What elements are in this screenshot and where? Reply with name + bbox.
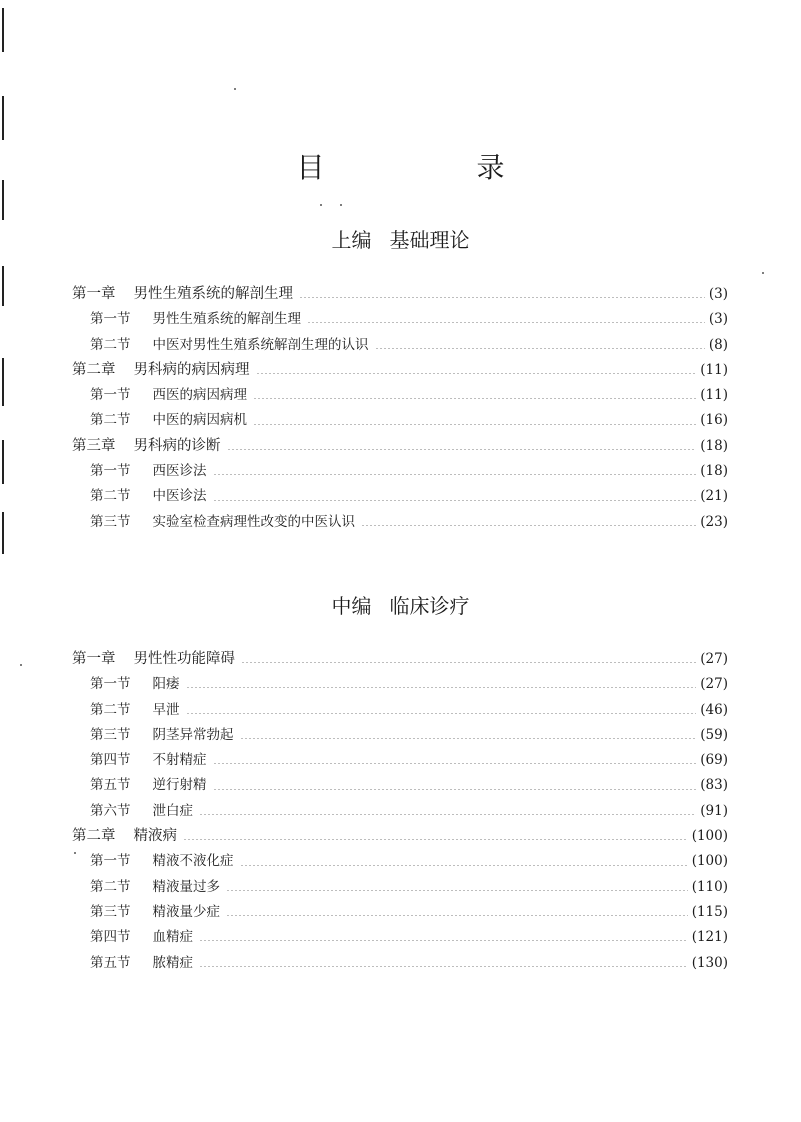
page-title: 目 录 [296, 151, 567, 184]
dot-leader [213, 789, 697, 790]
dot-leader [199, 940, 688, 941]
entry-number: 第四节 [90, 929, 131, 946]
entry-number: 第三章 [72, 437, 116, 454]
entry-number: 第四节 [90, 752, 131, 769]
scan-edge-mark [2, 8, 4, 52]
toc-list-upper [72, 282, 728, 535]
toc-section-row [72, 459, 728, 484]
entry-title: 精液量少症 [152, 903, 220, 920]
entry-title: 中医对男性生殖系统解剖生理的认识 [152, 336, 369, 353]
entry-page-number: (59) [700, 726, 728, 743]
entry-number: 第二节 [90, 701, 131, 718]
entry-number: 第二章 [72, 361, 116, 378]
entry-page-number: (27) [700, 676, 728, 693]
entry-number: 第一章 [72, 286, 116, 302]
entry-title: 精液量过多 [152, 878, 220, 895]
scan-edge-mark [2, 180, 4, 220]
entry-title: 精液不液化症 [152, 853, 234, 870]
entry-number: 第二节 [90, 412, 131, 429]
entry-number: 第二节 [90, 336, 131, 353]
scan-speck [762, 272, 764, 274]
toc-chapter-row [72, 647, 728, 672]
dot-leader [213, 763, 697, 764]
entry-title: 实验室检查病理性改变的中医认识 [152, 513, 355, 530]
scan-speck [320, 204, 322, 206]
dot-leader [361, 525, 696, 526]
entry-title: 不射精症 [152, 752, 207, 769]
toc-list-middle [72, 647, 728, 976]
toc-section-row [72, 951, 728, 976]
toc-section-row [72, 849, 728, 874]
entry-page-number: (16) [700, 412, 728, 429]
entry-title: 泄白症 [152, 802, 193, 819]
dot-leader [256, 373, 697, 374]
entry-page-number: (11) [700, 361, 728, 378]
entry-title: 西医诊法 [152, 463, 207, 480]
toc-section-row [72, 773, 728, 798]
toc-section-row [72, 698, 728, 723]
dot-leader [186, 713, 697, 714]
dot-leader [253, 398, 696, 399]
entry-page-number: (11) [700, 387, 728, 404]
entry-title: 中医的病因病机 [152, 412, 247, 429]
entry-page-number: (83) [700, 777, 728, 794]
toc-chapter-row [72, 358, 728, 383]
entry-number: 第一节 [90, 387, 131, 404]
dot-leader [213, 500, 697, 501]
entry-page-number: (27) [700, 651, 728, 667]
scan-edge-mark [2, 266, 4, 306]
dot-leader [226, 915, 688, 916]
scan-speck [234, 88, 236, 90]
scan-speck [20, 664, 22, 666]
part-title-middle [0, 590, 801, 619]
entry-title: 阳痿 [152, 676, 180, 693]
entry-title: 男科病的病因病理 [133, 361, 250, 378]
entry-title: 脓精症 [152, 954, 193, 971]
entry-page-number: (21) [700, 488, 728, 505]
toc-section-row [72, 925, 728, 950]
entry-page-number: (100) [691, 828, 728, 845]
scan-speck [340, 204, 342, 206]
entry-title: 阴茎异常勃起 [152, 726, 234, 743]
toc-section-row [72, 799, 728, 824]
entry-page-number: (18) [700, 437, 728, 454]
dot-leader [226, 890, 688, 891]
part-title-upper [0, 224, 801, 253]
toc-section-row [72, 723, 728, 748]
entry-title: 逆行射精 [152, 777, 207, 794]
entry-title: 早泄 [152, 701, 180, 718]
dot-leader [299, 297, 705, 298]
entry-page-number: (121) [691, 929, 728, 946]
toc-section-row [72, 484, 728, 509]
dot-leader [186, 687, 697, 688]
entry-page-number: (3) [708, 286, 728, 302]
entry-title: 男性性功能障碍 [133, 651, 235, 667]
scan-edge-mark [2, 96, 4, 140]
entry-page-number: (130) [691, 954, 728, 971]
entry-page-number: (100) [691, 853, 728, 870]
entry-number: 第二章 [72, 828, 116, 845]
toc-section-row [72, 408, 728, 433]
entry-number: 第五节 [90, 954, 131, 971]
dot-leader [183, 839, 688, 840]
entry-number: 第一节 [90, 463, 131, 480]
dot-leader [307, 322, 705, 323]
entry-title: 男性生殖系统的解剖生理 [133, 286, 293, 302]
dot-leader [199, 814, 696, 815]
part-label: 上编 [331, 228, 372, 252]
entry-title: 血精症 [152, 929, 193, 946]
entry-number: 第三节 [90, 726, 131, 743]
toc-chapter-row [72, 434, 728, 459]
entry-page-number: (8) [708, 336, 728, 353]
entry-page-number: (91) [700, 802, 728, 819]
entry-number: 第二节 [90, 488, 131, 505]
scan-edge-mark [2, 358, 4, 406]
entry-page-number: (18) [700, 463, 728, 480]
entry-title: 男科病的诊断 [133, 437, 221, 454]
scan-edge-mark [2, 440, 4, 484]
entry-title: 中医诊法 [152, 488, 207, 505]
entry-page-number: (115) [691, 903, 728, 920]
toc-section-row [72, 510, 728, 535]
dot-leader [199, 966, 688, 967]
toc-chapter-row [72, 824, 728, 849]
part-subtitle: 基础理论 [389, 228, 470, 252]
entry-page-number: (69) [700, 752, 728, 769]
part-label: 中编 [331, 594, 372, 618]
dot-leader [240, 865, 688, 866]
toc-section-row [72, 383, 728, 408]
entry-number: 第三节 [90, 903, 131, 920]
entry-page-number: (46) [700, 701, 728, 718]
dot-leader [375, 348, 705, 349]
entry-title: 精液病 [133, 828, 177, 845]
entry-page-number: (23) [700, 513, 728, 530]
toc-chapter-row [72, 282, 728, 307]
entry-number: 第一节 [90, 311, 131, 328]
entry-number: 第一章 [72, 651, 116, 667]
dot-leader [253, 424, 696, 425]
entry-page-number: (110) [691, 878, 728, 895]
scan-edge-mark [2, 512, 4, 554]
toc-section-row [72, 307, 728, 332]
toc-section-row [72, 748, 728, 773]
dot-leader [227, 449, 697, 450]
toc-section-row [72, 672, 728, 697]
entry-title: 男性生殖系统的解剖生理 [152, 311, 301, 328]
entry-title: 西医的病因病理 [152, 387, 247, 404]
dot-leader [240, 738, 697, 739]
entry-number: 第五节 [90, 777, 131, 794]
entry-number: 第一节 [90, 853, 131, 870]
entry-number: 第三节 [90, 513, 131, 530]
toc-section-row [72, 333, 728, 358]
entry-number: 第二节 [90, 878, 131, 895]
toc-section-row [72, 875, 728, 900]
dot-leader [241, 662, 696, 663]
entry-number: 第六节 [90, 802, 131, 819]
dot-leader [213, 474, 697, 475]
part-subtitle: 临床诊疗 [389, 594, 470, 618]
entry-number: 第一节 [90, 676, 131, 693]
entry-page-number: (3) [708, 311, 728, 328]
toc-section-row [72, 900, 728, 925]
